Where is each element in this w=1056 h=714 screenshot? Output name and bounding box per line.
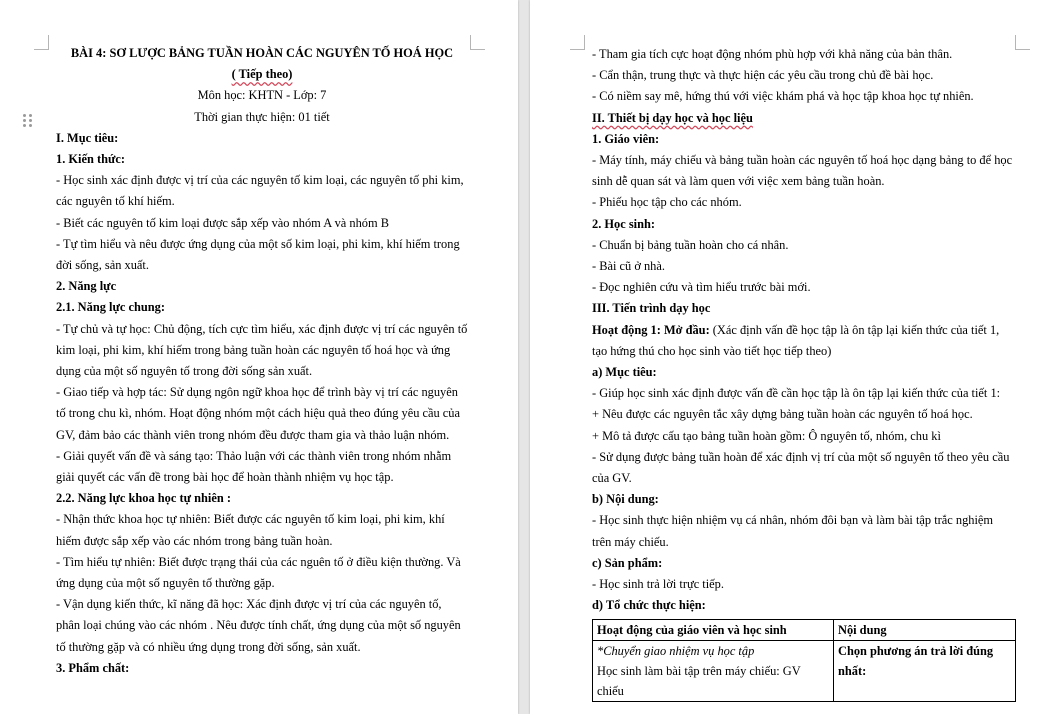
paragraph: - Giúp học sinh xác định được vấn đề cần học tập là ôn tập lại kiến thức của tiết 1: (592, 386, 1001, 401)
section-heading: I. Mục tiêu: (56, 130, 119, 145)
paragraph: - Học sinh xác định được vị trí của các nguyên tố kim loại, các nguyên tố phi kim, các nguyên tố khí hiếm. (56, 173, 464, 209)
drag-handle-icon[interactable] (23, 114, 33, 128)
paragraph: - Học sinh thực hiện nhiệm vụ cá nhân, nhóm đôi bạn và làm bài tập trắc nghiệm trên máy chiếu. (592, 513, 994, 549)
section-heading: III. Tiến trình dạy học (592, 301, 711, 316)
paragraph: - Máy tính, máy chiếu và bảng tuần hoàn các nguyên tố hoá học dạng bảng to để học sinh dễ quan sát và làm quen với việc xem bảng tuần hoàn. (592, 153, 1013, 189)
paragraph: - Bài cũ ở nhà. (592, 259, 665, 274)
paragraph: - Học sinh trả lời trực tiếp. (592, 577, 724, 592)
activity-text: (Xác định vấn đề học tập là ôn tập lại kiến thức của tiết 1, tạo hứng thú cho học sinh vào tiết học tiếp theo) (592, 322, 1000, 358)
lesson-subtitle: ( Tiếp theo) (231, 67, 293, 82)
paragraph: - Có niềm say mê, hứng thú với việc khám phá và học tập khoa học tự nhiên. (592, 89, 974, 104)
crop-mark-top-left-p2 (570, 35, 585, 50)
subsection-heading: 2.2. Năng lực khoa học tự nhiên : (56, 491, 231, 506)
subsection-heading: 2.1. Năng lực chung: (56, 300, 165, 315)
subsection-heading: d) Tổ chức thực hiện: (592, 598, 706, 613)
paragraph: - Giao tiếp và hợp tác: Sử dụng ngôn ngữ khoa học để trình bày vị trí các nguyên tố trong chu kì, nhóm. Hoạt động nhóm một cách hiệu quả theo đúng yêu cầu của GV, đảm bảo các thành viên trong nhóm đều được tham gia và thảo luận nhóm. (56, 385, 460, 442)
paragraph: - Sử dụng được bảng tuần hoàn để xác định vị trí của một số nguyên tố theo yêu cầu của GV. (592, 449, 1010, 486)
paragraph: + Mô tả được cấu tạo bảng tuần hoàn gồm: Ô nguyên tố, nhóm, chu kì (592, 428, 941, 443)
activity-label: Hoạt động 1: Mở đầu: (592, 322, 710, 337)
paragraph: - Phiếu học tập cho các nhóm. (592, 195, 742, 210)
paragraph: - Cẩn thận, trung thực và thực hiện các yêu cầu trong chủ đề bài học. (592, 68, 934, 83)
subject-line: Môn học: KHTN - Lớp: 7 (197, 88, 327, 103)
table-header-cell: Nội dung (834, 620, 1016, 641)
crop-mark-top-right-p2 (1015, 35, 1030, 50)
paragraph: - Tự tìm hiểu và nêu được ứng dụng của một số kim loại, phi kim, khí hiếm trong đời sống, sản xuất. (56, 236, 460, 273)
lesson-title: BÀI 4: SƠ LƯỢC BẢNG TUẦN HOÀN CÁC NGUYÊN TỐ HOÁ HỌC (70, 46, 454, 60)
subsection-heading: a) Mục tiêu: (592, 365, 657, 380)
page-right-content (592, 44, 1014, 702)
subsection-heading: 3. Phẩm chất: (56, 660, 130, 675)
paragraph: - Giải quyết vấn đề và sáng tạo: Thảo luận với các thành viên trong nhóm nhằm giải quyết các vấn đề trong bài học để hoàn thành nhiệm vụ học tập. (56, 448, 452, 485)
table-cell: Chọn phương án trả lời đúng nhất: (834, 641, 1016, 702)
paragraph: - Tham gia tích cực hoạt động nhóm phù hợp với khả năng của bản thân. (592, 47, 953, 61)
subsection-heading: 1. Kiến thức: (56, 152, 126, 167)
paragraph: - Nhận thức khoa học tự nhiên: Biết được các nguyên tố kim loại, phi kim, khí hiếm được sắp xếp vào các nhóm trong bảng tuần hoàn. (56, 512, 445, 548)
cell-italic-label: *Chuyển giao nhiệm vụ học tập (597, 644, 755, 659)
table-row (593, 641, 1016, 702)
paragraph: - Biết các nguyên tố kim loại được sắp xếp vào nhóm A và nhóm B (56, 215, 389, 230)
paragraph: + Nêu được các nguyên tắc xây dựng bảng tuần hoàn các nguyên tố hoá học. (592, 407, 973, 422)
table-header-row (593, 620, 1016, 641)
page-left-content (56, 43, 468, 679)
paragraph: - Tự chủ và tự học: Chủ động, tích cực tìm hiểu, xác định được vị trí các nguyên tố kim loại, phi kim, khí hiếm trong bảng tuần hoàn các nguyên tố hoá học và ứng dụng của một số nguyên tố trong đời sống sản xuất. (56, 321, 468, 379)
subsection-heading: 1. Giáo viên: (592, 131, 660, 146)
duration-line: Thời gian thực hiện: 01 tiết (194, 109, 330, 124)
subsection-heading: b) Nội dung: (592, 492, 659, 507)
subsection-heading: 2. Học sinh: (592, 216, 655, 231)
table-cell (593, 641, 834, 702)
activity-table (592, 619, 1016, 702)
cell-text: Học sinh làm bài tập trên máy chiếu: GV chiếu (597, 664, 801, 699)
crop-mark-top-left (34, 35, 49, 50)
paragraph: - Vận dụng kiến thức, kĩ năng đã học: Xác định được vị trí của các nguyên tố, phân loại chúng vào các nhóm . Nêu được tính chất, ứng dụng của một số nguyên tố thường gặp và có nhiều ứng dụng trong đời sống, sản xuất. (56, 597, 461, 654)
section-heading: II. Thiết bị dạy học và học liệu (592, 110, 753, 125)
crop-mark-top-right (470, 35, 485, 50)
subsection-heading: c) Sản phẩm: (592, 555, 663, 570)
paragraph: - Chuẩn bị bảng tuần hoàn cho cá nhân. (592, 237, 789, 252)
paragraph (592, 320, 1014, 362)
subsection-heading: 2. Năng lực (56, 279, 117, 294)
table-header-cell: Hoạt động của giáo viên và học sinh (593, 620, 834, 641)
paragraph: - Đọc nghiên cứu và tìm hiểu trước bài mới. (592, 280, 811, 295)
paragraph: - Tìm hiểu tự nhiên: Biết được trạng thái của các nguên tố ở điều kiện thường. Và ứng dụng của một số nguyên tố thường gặp. (56, 554, 461, 591)
